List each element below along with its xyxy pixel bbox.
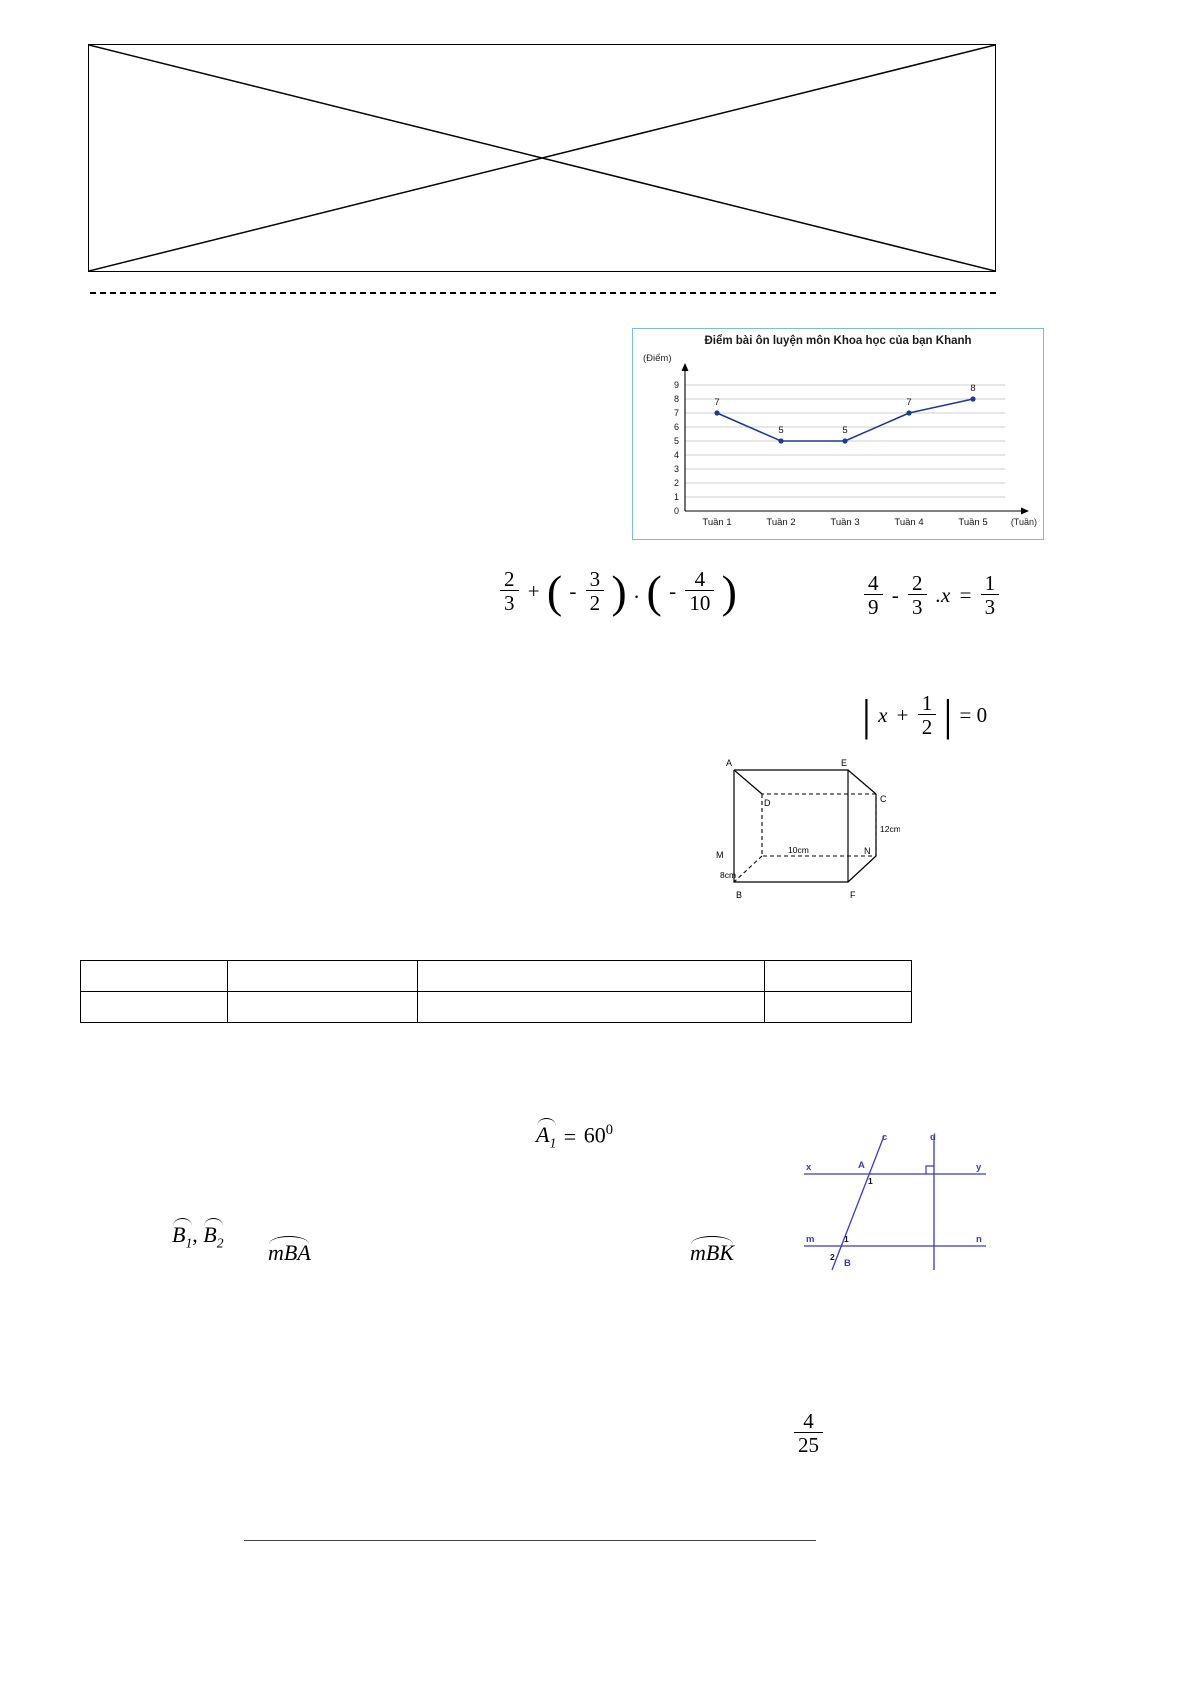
crossed-rectangle-lines [89, 45, 995, 271]
svg-text:10cm: 10cm [788, 845, 809, 855]
angle-mbk [690, 1240, 734, 1266]
svg-text:9: 9 [673, 380, 679, 390]
table-cell [227, 992, 417, 1023]
svg-text:8: 8 [673, 394, 679, 404]
svg-text:n: n [976, 1234, 982, 1245]
table-row [81, 992, 912, 1023]
abs-bar-left: | [862, 690, 871, 740]
svg-text:N: N [864, 846, 871, 856]
table-row [81, 961, 912, 992]
prism-canvas [700, 752, 900, 910]
svg-text:Tuần 4: Tuần 4 [894, 517, 924, 528]
equals-sign: = [959, 583, 972, 608]
svg-text:Tuần 2: Tuần 2 [766, 517, 796, 528]
svg-text:8: 8 [970, 383, 976, 394]
svg-text:0: 0 [673, 506, 679, 516]
sign-minus-2: - [669, 579, 677, 604]
svg-text:8cm: 8cm [720, 870, 737, 880]
left-paren-1: ( [546, 565, 563, 617]
svg-text:y: y [976, 1162, 982, 1173]
svg-text:E: E [841, 758, 848, 768]
svg-text:A: A [726, 758, 733, 768]
chart-x-unit-label: (Tuần) [1010, 517, 1037, 527]
angle-value: 60 [583, 1122, 606, 1148]
rectangular-prism-figure [700, 752, 900, 910]
crossed-rectangle-placeholder [88, 44, 996, 272]
right-paren-2: ) [721, 565, 737, 617]
chart-canvas [633, 329, 1045, 541]
svg-text:m: m [806, 1234, 815, 1245]
svg-text:3: 3 [673, 464, 679, 474]
equals-zero: = 0 [959, 703, 988, 728]
table-cell [417, 961, 765, 992]
fraction-4-9: $\frac{4}{9}$ [864, 572, 883, 619]
variable-x: x [878, 703, 888, 728]
fraction-2-3: $\frac{2}{3}$ [500, 568, 519, 615]
svg-text:7: 7 [714, 397, 720, 408]
fraction-3-2: $\frac{3}{2}$ [586, 568, 605, 615]
chart-y-unit-label: (Điểm) [643, 353, 672, 364]
right-paren-1: ) [611, 565, 627, 617]
svg-text:5: 5 [778, 425, 784, 436]
operator-plus: + [527, 579, 540, 604]
fraction-1-2: $\frac{1}{2}$ [918, 692, 937, 739]
svg-text:1: 1 [868, 1176, 873, 1186]
dashed-separator [90, 292, 996, 294]
svg-text:c: c [882, 1132, 888, 1143]
svg-text:Tuần 3: Tuần 3 [830, 517, 860, 528]
svg-text:4: 4 [673, 450, 679, 460]
table-cell [417, 992, 765, 1023]
operator-plus-3: + [896, 703, 909, 728]
angle-degree-unit: 0 [605, 1122, 613, 1138]
footer-rule [244, 1540, 816, 1541]
svg-text:d: d [930, 1132, 936, 1143]
expression-three-absolute-value [862, 692, 989, 739]
svg-text:5: 5 [673, 436, 679, 446]
table-cell [765, 961, 912, 992]
table-cell [227, 961, 417, 992]
svg-text:M: M [716, 850, 724, 860]
fraction-1-3: $\frac{1}{3}$ [981, 572, 1000, 619]
expression-fraction-4-25 [792, 1410, 825, 1457]
left-paren-2: ( [646, 565, 662, 617]
svg-text:1: 1 [844, 1234, 849, 1244]
svg-text:B: B [844, 1258, 851, 1269]
angle-a1-equation [536, 1122, 613, 1152]
svg-text:B: B [736, 890, 743, 900]
svg-text:D: D [764, 798, 771, 808]
variable-x-term: .x [935, 583, 951, 608]
svg-text:1: 1 [673, 492, 679, 502]
chart-title: Điểm bài ôn luyện môn Khoa học của bạn Khanh [704, 335, 972, 347]
fraction-2-3-b: $\frac{2}{3}$ [908, 572, 927, 619]
table-cell [765, 992, 912, 1023]
svg-text:Tuần 5: Tuần 5 [958, 517, 988, 528]
angle-mba [268, 1240, 311, 1266]
angle-mba-symbol: mBA [268, 1240, 311, 1265]
operator-minus: - [891, 583, 899, 608]
angle-a1-symbol: $A_1$ [536, 1122, 557, 1151]
svg-text:x: x [806, 1162, 812, 1173]
angles-b1-b2 [172, 1222, 224, 1251]
svg-text:7: 7 [673, 408, 679, 418]
expression-two [862, 572, 1001, 619]
lines-canvas [796, 1128, 996, 1276]
angle-comma: , [192, 1222, 198, 1247]
svg-text:A: A [858, 1160, 865, 1171]
angle-equals: = [563, 1124, 577, 1150]
svg-text:5: 5 [842, 425, 848, 436]
blank-table [80, 960, 912, 1023]
svg-text:2: 2 [673, 478, 679, 488]
parallel-lines-figure [796, 1128, 996, 1276]
svg-text:2: 2 [830, 1252, 835, 1262]
svg-text:7: 7 [906, 397, 912, 408]
operator-multiply: . [634, 579, 640, 604]
angle-b2-symbol: $B_2$ [203, 1222, 224, 1251]
svg-text:Tuần 1: Tuần 1 [702, 517, 732, 528]
fraction-4-25: $\frac{4}{25}$ [794, 1410, 823, 1457]
sign-minus-1: - [569, 579, 577, 604]
expression-one [498, 565, 737, 617]
angle-mbk-symbol: mBK [690, 1240, 734, 1265]
fraction-4-10: $\frac{4}{10}$ [685, 568, 714, 615]
svg-text:C: C [880, 794, 887, 804]
svg-text:6: 6 [673, 422, 679, 432]
score-line-chart [632, 328, 1044, 540]
angle-b1-symbol: $B_1$ [172, 1222, 193, 1251]
table-cell [81, 992, 228, 1023]
abs-bar-right: | [943, 690, 953, 740]
table-cell [81, 961, 228, 992]
svg-text:12cm: 12cm [880, 824, 900, 834]
svg-text:F: F [850, 890, 856, 900]
